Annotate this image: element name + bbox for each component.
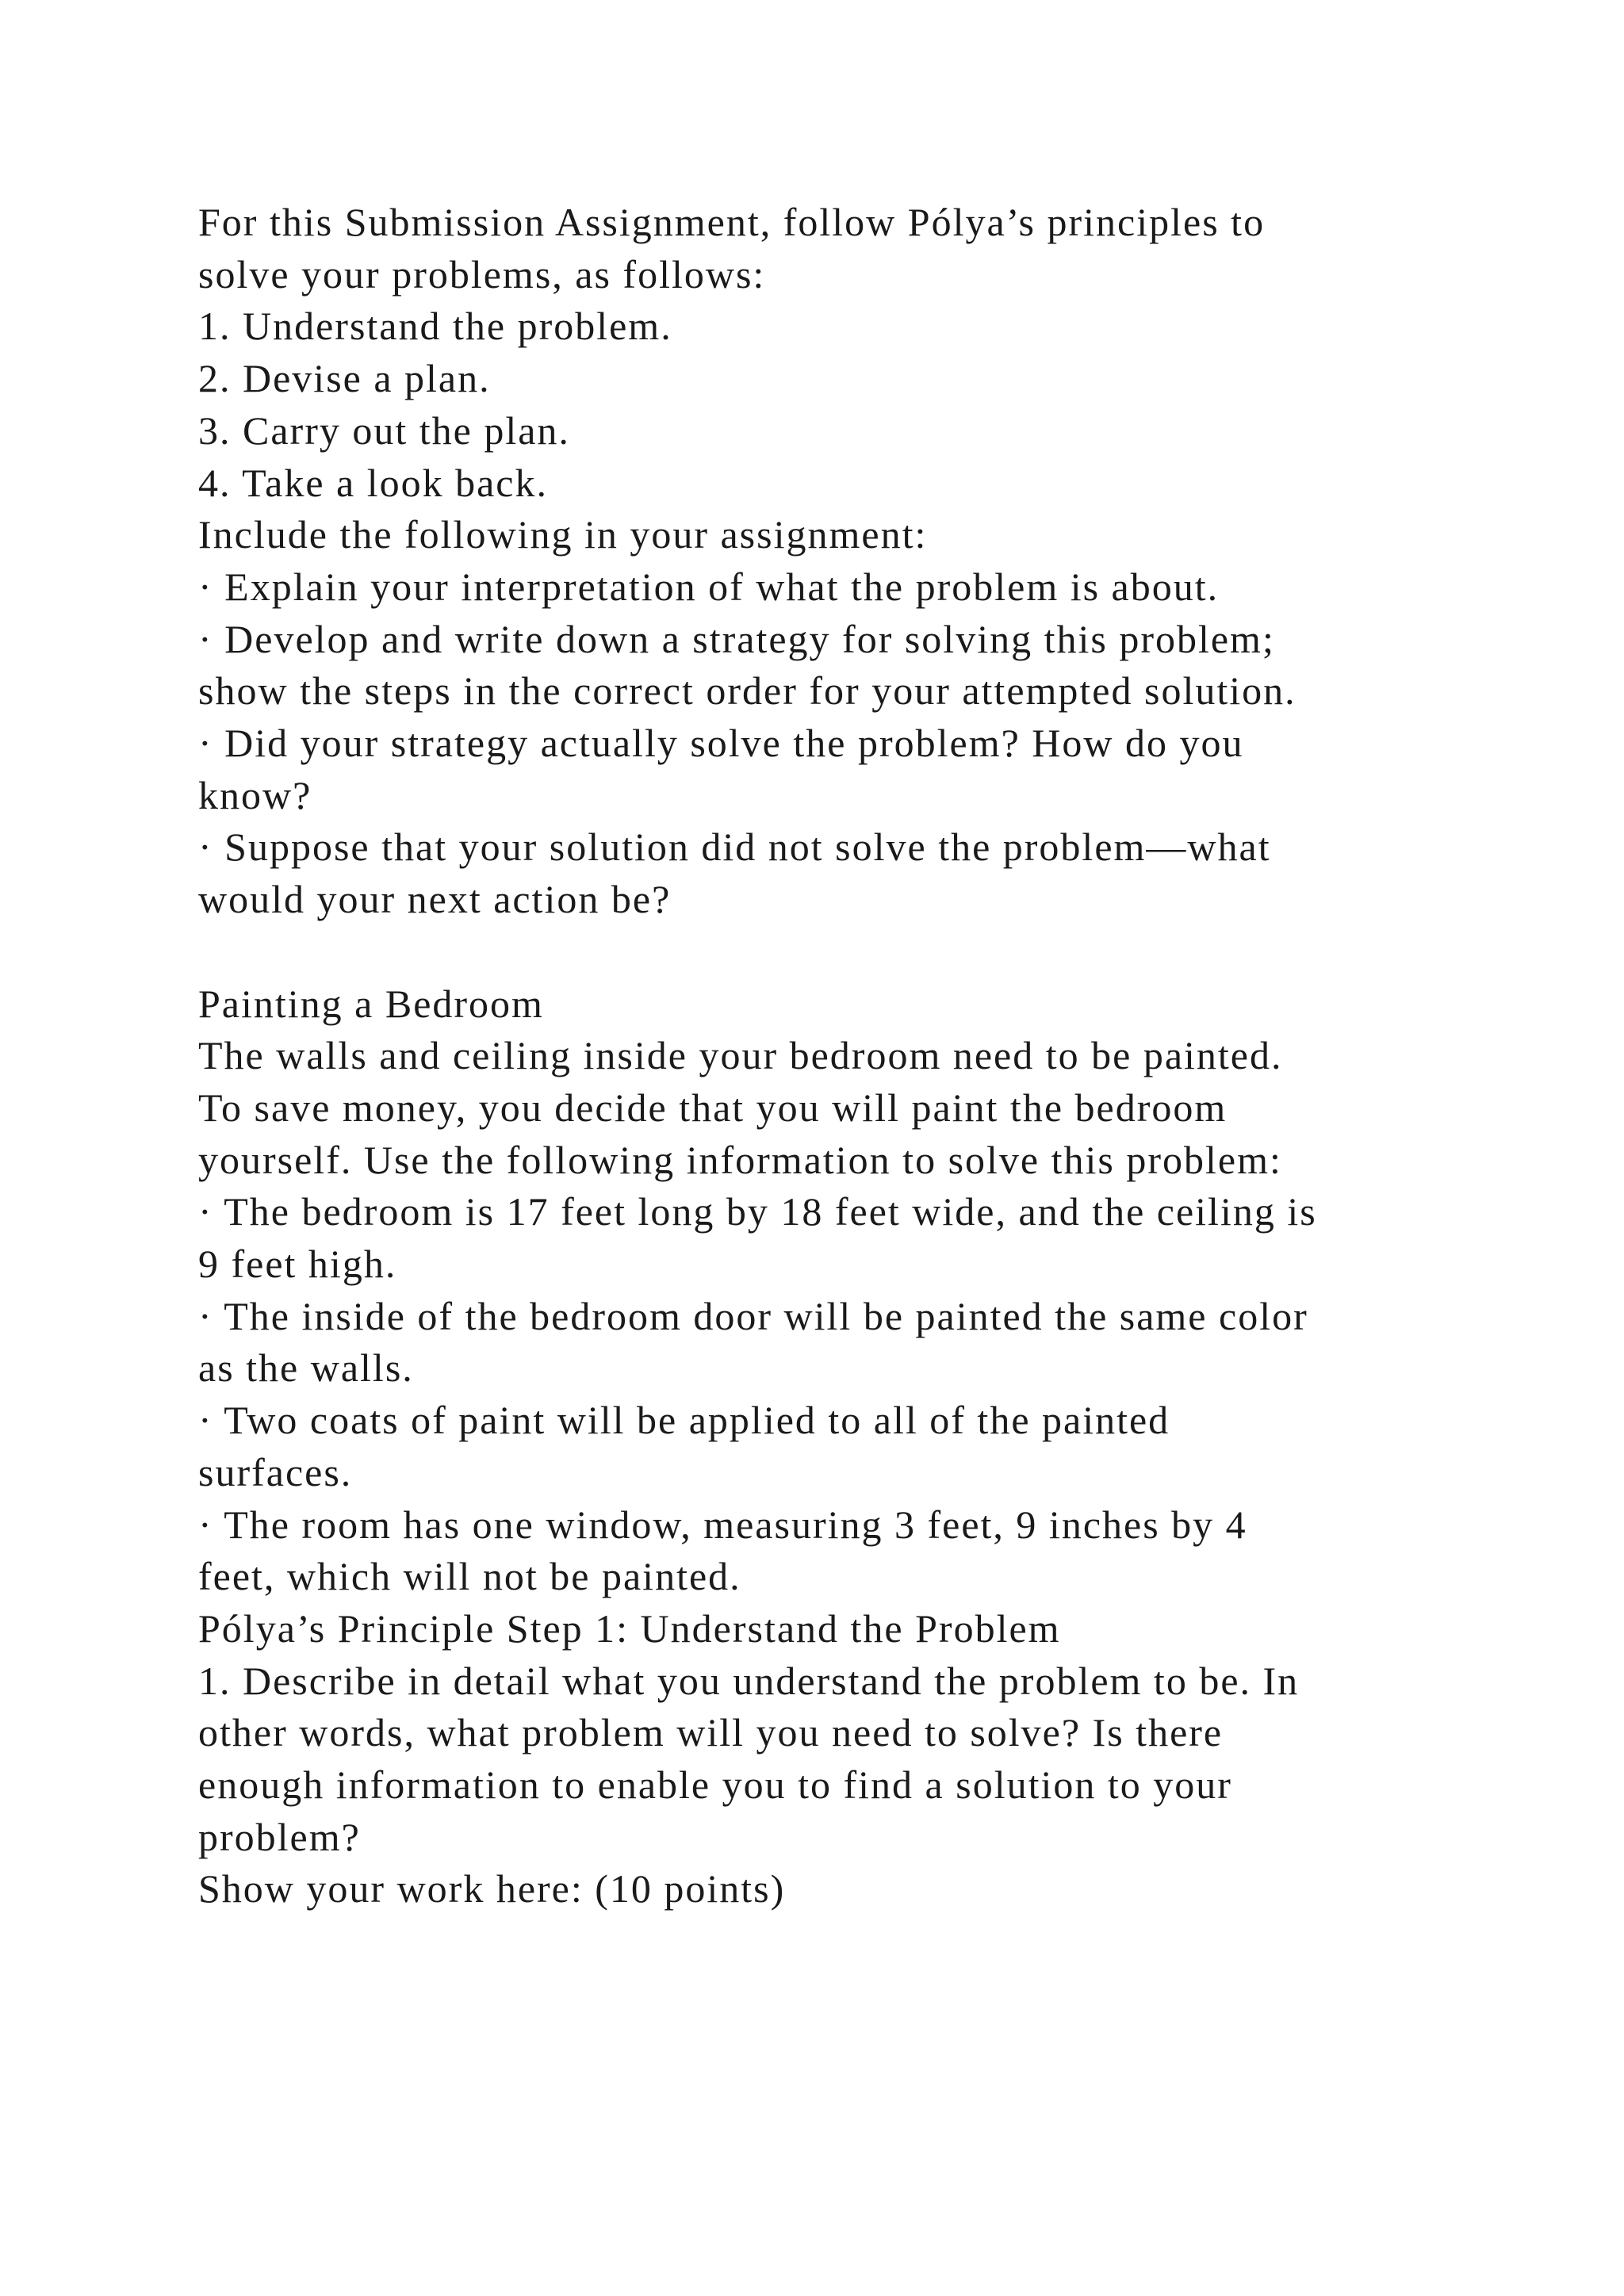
- list-item: 1. Describe in detail what you understand the problem to be. In: [198, 1658, 1300, 1703]
- document-body: [198, 197, 1515, 1915]
- text-line: 9 feet high.: [198, 1242, 397, 1287]
- section-title: Pólya’s Principle Step 1: Understand the Problem: [198, 1605, 1061, 1651]
- list-item: 1. Understand the problem.: [198, 304, 672, 349]
- blank-line: [198, 926, 1515, 978]
- text-line: other words, what problem will you need to solve? Is there: [198, 1710, 1224, 1755]
- text-line: problem?: [198, 1814, 361, 1859]
- list-item: 4. Take a look back.: [198, 460, 549, 505]
- bullet-item: · The bedroom is 17 feet long by 18 feet wide, and the ceiling is: [198, 1189, 1317, 1234]
- text-line: yourself. Use the following information to solve this problem:: [198, 1137, 1282, 1182]
- text-line: would your next action be?: [198, 877, 672, 922]
- bullet-item: · The room has one window, measuring 3 feet, 9 inches by 4: [198, 1502, 1247, 1547]
- bullet-item: · Did your strategy actually solve the problem? How do you: [198, 721, 1244, 766]
- text-line: The walls and ceiling inside your bedroom need to be painted.: [198, 1033, 1283, 1078]
- text-line: enough information to enable you to find a solution to your: [198, 1762, 1232, 1808]
- text-line: as the walls.: [198, 1345, 414, 1391]
- text-line: surfaces.: [198, 1449, 353, 1494]
- text-line: Include the following in your assignment:: [198, 512, 928, 557]
- bullet-item: · The inside of the bedroom door will be painted the same color: [198, 1293, 1308, 1338]
- text-line: show the steps in the correct order for your attempted solution.: [198, 668, 1297, 714]
- text-line: feet, which will not be painted.: [198, 1554, 741, 1599]
- bullet-item: · Two coats of paint will be applied to all of the painted: [198, 1398, 1170, 1443]
- text-line: For this Submission Assignment, follow Pólya’s principles to: [198, 200, 1266, 244]
- list-item: 2. Devise a plan.: [198, 356, 491, 401]
- text-line: solve your problems, as follows:: [198, 251, 766, 297]
- text-line: To save money, you decide that you will paint the bedroom: [198, 1085, 1228, 1130]
- bullet-item: · Develop and write down a strategy for solving this problem;: [198, 616, 1275, 661]
- text-line: Show your work here: (10 points): [198, 1866, 786, 1911]
- section-title: Painting a Bedroom: [198, 981, 544, 1026]
- list-item: 3. Carry out the plan.: [198, 408, 570, 453]
- text-line: know?: [198, 772, 312, 817]
- bullet-item: · Explain your interpretation of what the problem is about.: [198, 564, 1220, 609]
- bullet-item: · Suppose that your solution did not solve the problem—what: [198, 825, 1271, 870]
